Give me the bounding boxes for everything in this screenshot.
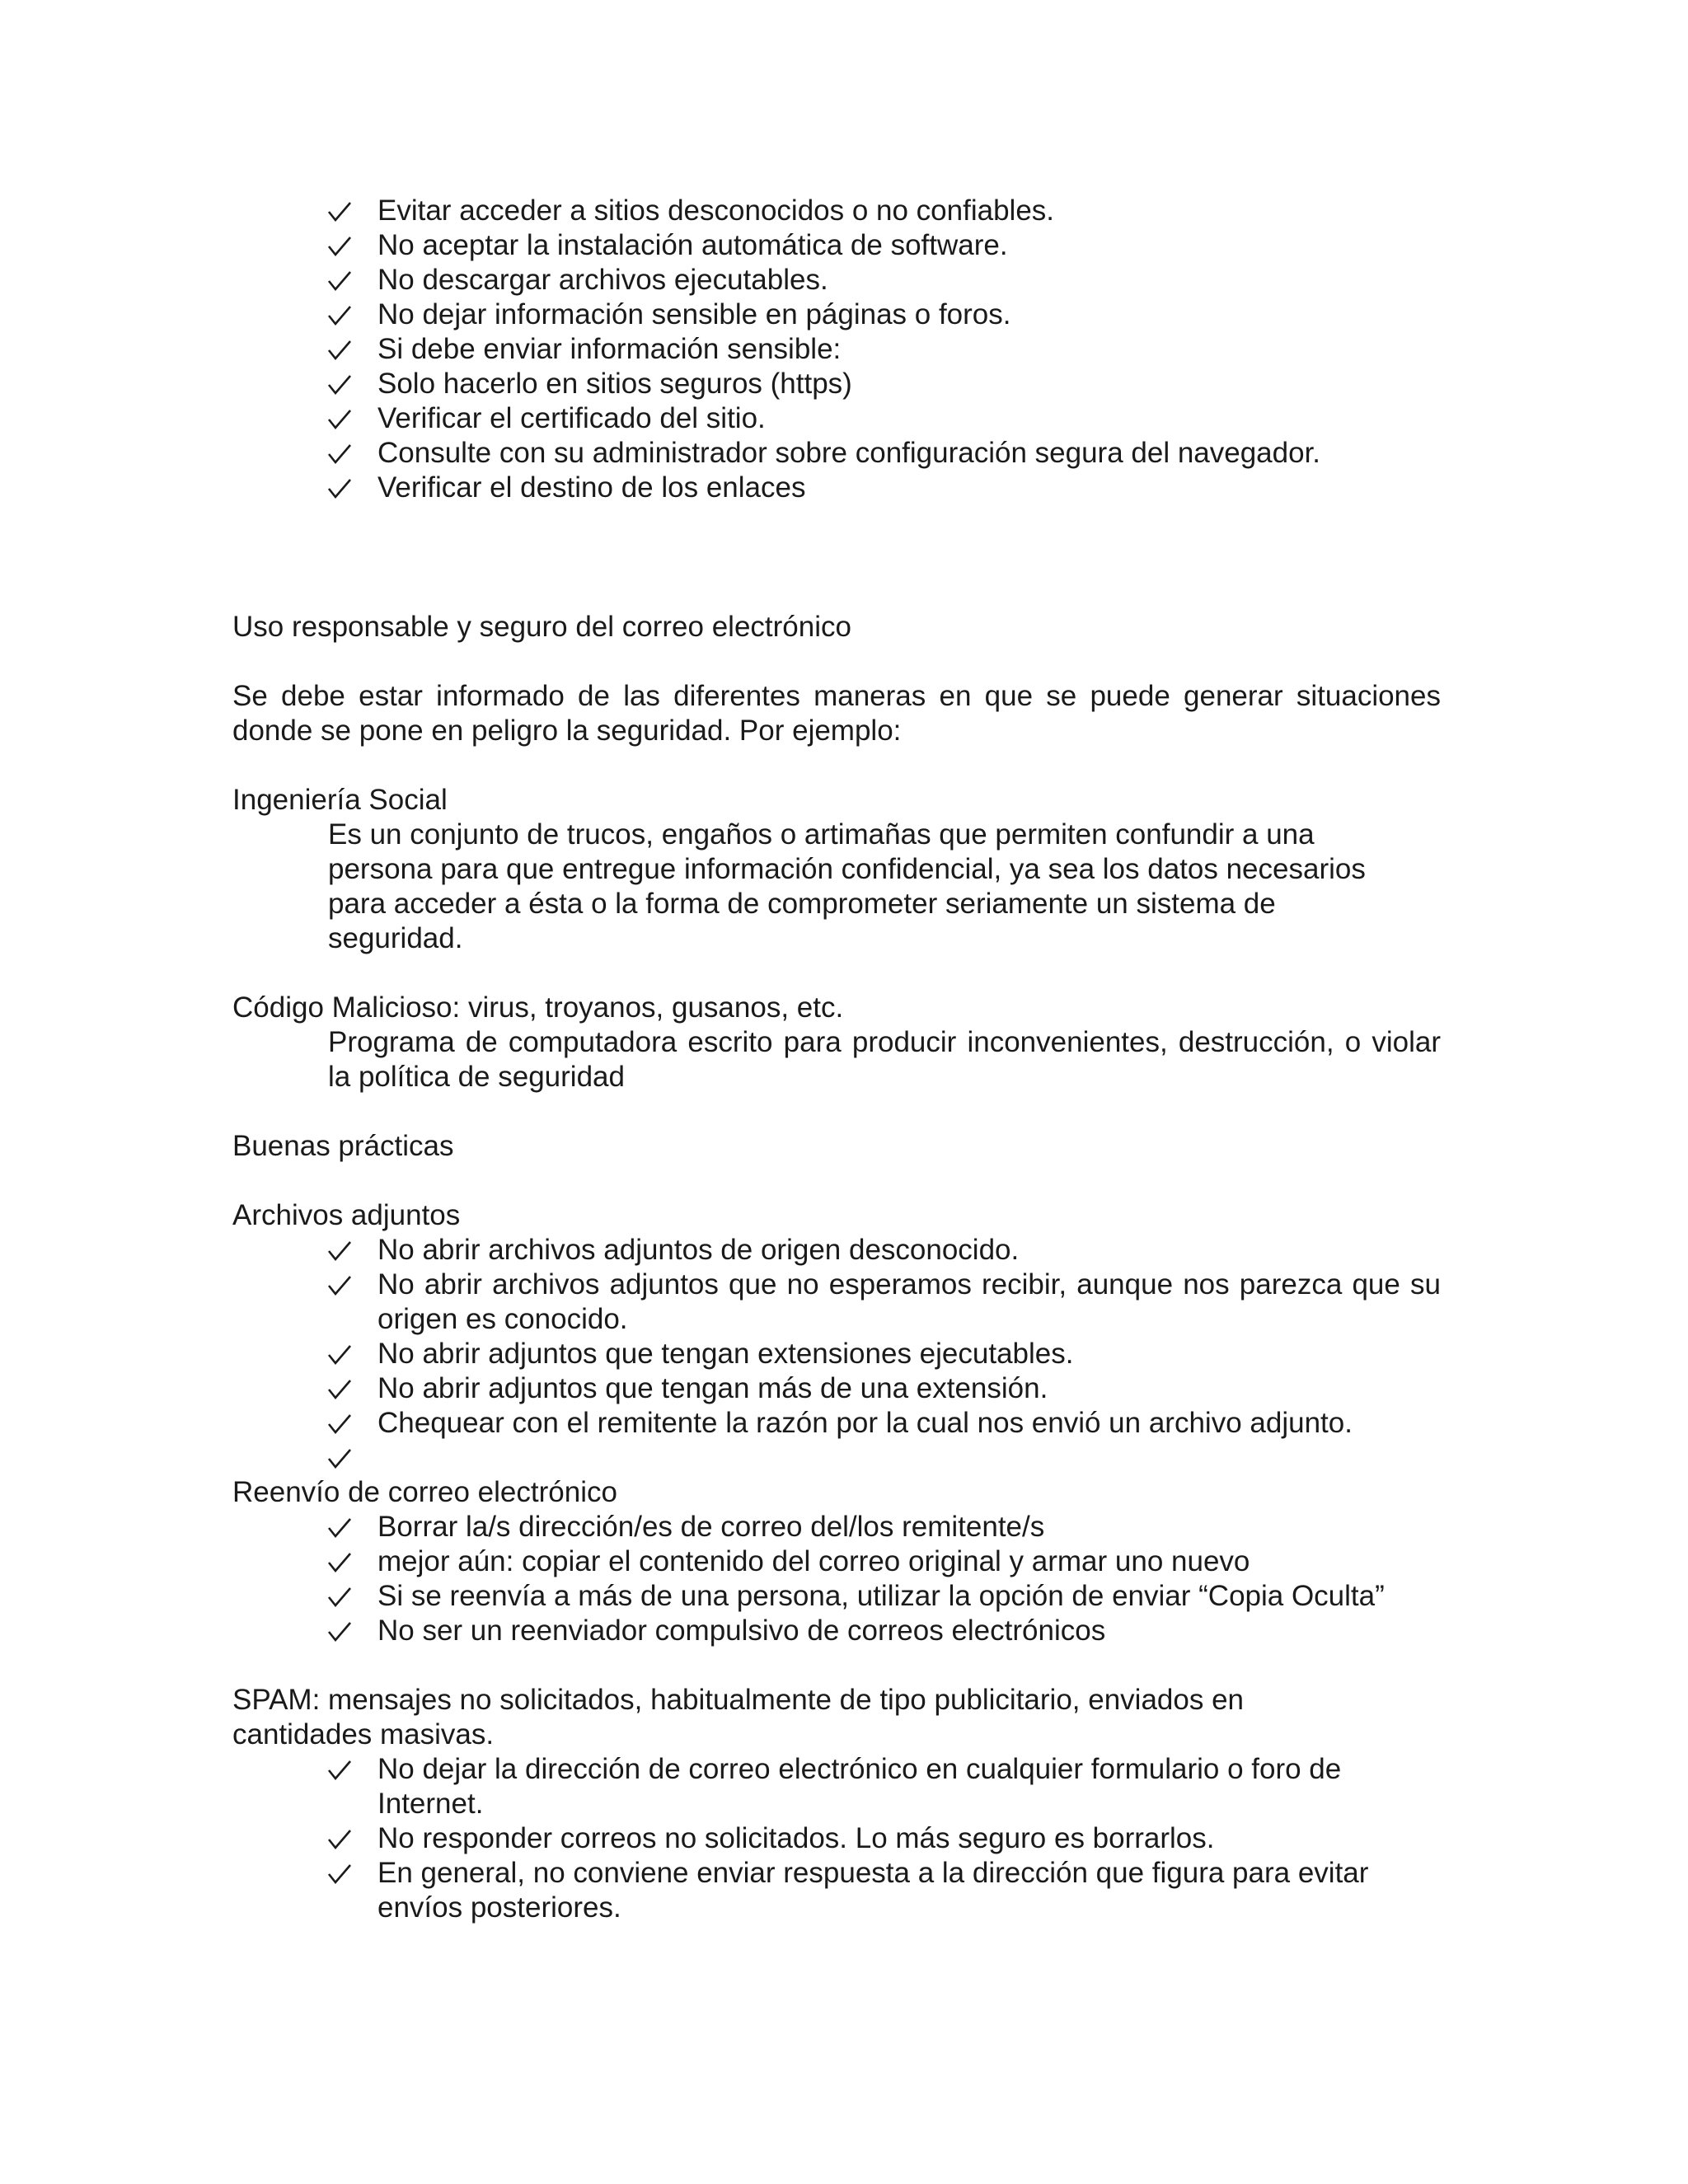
list-item — [0, 298, 1441, 332]
list-item — [0, 1856, 1416, 1925]
spam-checklist — [0, 1752, 1688, 1925]
list-item-text: Si debe enviar información sensible: — [377, 333, 842, 365]
list-item-text: No abrir archivos adjuntos que no esperamos recibir, aunque nos parezca que su origen es conocido. — [377, 1268, 1441, 1335]
forwarding-checklist — [0, 1510, 1688, 1648]
email-intro-block — [0, 679, 1688, 748]
list-item — [0, 1441, 1441, 1475]
browsing-checklist — [0, 194, 1688, 505]
checkmark-icon — [327, 1268, 360, 1296]
checkmark-icon — [327, 1614, 360, 1643]
good-practices-title: Buenas prácticas — [232, 1130, 454, 1162]
social-engineering-block — [0, 783, 1688, 956]
list-item — [0, 1337, 1441, 1371]
checkmark-icon — [327, 1510, 360, 1539]
list-item — [0, 1371, 1441, 1406]
checkmark-icon — [327, 436, 360, 465]
attachments-title: Archivos adjuntos — [232, 1199, 461, 1231]
list-item-text: Consulte con su administrador sobre configuración segura del navegador. — [377, 437, 1321, 469]
list-item-text: En general, no conviene enviar respuesta a la dirección que figura para evitar envíos posteriores. — [377, 1857, 1369, 1924]
checkmark-icon — [327, 471, 360, 499]
checkmark-icon — [327, 1406, 360, 1435]
checkmark-icon — [327, 1371, 360, 1400]
list-item-text: Chequear con el remitente la razón por la cual nos envió un archivo adjunto. — [377, 1407, 1353, 1439]
list-item-text: No ser un reenviador compulsivo de correos electrónicos — [377, 1615, 1106, 1647]
list-item — [0, 1821, 1441, 1856]
list-item — [0, 332, 1441, 367]
list-item — [0, 1510, 1441, 1544]
list-item — [0, 367, 1441, 401]
checkmark-icon — [327, 1337, 360, 1366]
spam-title: SPAM: mensajes no solicitados, habitualmente de tipo publicitario, enviados en cantidades masivas. — [232, 1684, 1244, 1750]
checkmark-icon — [327, 194, 360, 223]
good-practices-block — [0, 1129, 1688, 1164]
list-item-text: No descargar archivos ejecutables. — [377, 264, 828, 296]
email-section — [0, 610, 1688, 644]
checkmark-icon — [327, 401, 360, 430]
list-item-text: No aceptar la instalación automática de software. — [377, 229, 1008, 261]
checkmark-icon — [327, 1856, 360, 1885]
list-item-text: Evitar acceder a sitios desconocidos o no confiables. — [377, 194, 1055, 227]
list-item — [0, 1579, 1441, 1614]
checkmark-icon — [327, 1441, 360, 1469]
checkmark-icon — [327, 367, 360, 396]
email-section-title: Uso responsable y seguro del correo electrónico — [232, 611, 851, 643]
list-item — [0, 228, 1441, 263]
checkmark-icon — [327, 228, 360, 257]
checkmark-icon — [327, 1233, 360, 1262]
list-item-text: Borrar la/s dirección/es de correo del/los remitente/s — [377, 1511, 1045, 1543]
list-item — [0, 1544, 1441, 1579]
spam-block — [0, 1683, 1688, 1925]
list-item — [0, 1752, 1408, 1821]
malicious-code-text: Programa de computadora escrito para producir inconvenientes, destrucción, o violar la política de seguridad — [328, 1026, 1441, 1093]
social-engineering-text: Es un conjunto de trucos, engaños o artimañas que permiten confundir a una persona para que entregue información confidencial, ya sea los datos necesarios para acceder a ésta o la forma de comprometer seriamente un sistema de seguridad. — [328, 818, 1366, 954]
list-item — [0, 471, 1441, 505]
email-intro-text: Se debe estar informado de las diferentes maneras en que se puede generar situaciones donde se pone en peligro la seguridad. Por ejemplo: — [232, 680, 1441, 747]
list-item — [0, 263, 1441, 298]
social-engineering-title: Ingeniería Social — [232, 784, 448, 816]
forwarding-title: Reenvío de correo electrónico — [232, 1476, 617, 1508]
list-item — [0, 194, 1441, 228]
attachments-block — [0, 1198, 1688, 1475]
list-item-text: Si se reenvía a más de una persona, utilizar la opción de enviar “Copia Oculta” — [377, 1580, 1385, 1612]
list-item — [0, 1233, 1441, 1268]
list-item — [0, 1406, 1441, 1441]
list-item — [0, 401, 1441, 436]
list-item-text: Solo hacerlo en sitios seguros (https) — [377, 368, 852, 400]
list-item-text: No dejar la dirección de correo electrónico en cualquier formulario o foro de Internet. — [377, 1753, 1342, 1820]
list-item — [0, 436, 1441, 471]
malicious-code-block — [0, 991, 1688, 1094]
list-item — [0, 1268, 1441, 1337]
checkmark-icon — [327, 298, 360, 326]
attachments-checklist — [0, 1233, 1688, 1475]
list-item-text: No abrir adjuntos que tengan más de una extensión. — [377, 1372, 1048, 1404]
list-item-text: Verificar el certificado del sitio. — [377, 402, 766, 434]
checkmark-icon — [327, 1752, 360, 1781]
malicious-code-title: Código Malicioso: virus, troyanos, gusanos, etc. — [232, 991, 844, 1024]
checkmark-icon — [327, 332, 360, 361]
list-item-text: No abrir archivos adjuntos de origen desconocido. — [377, 1234, 1020, 1266]
forwarding-block — [0, 1475, 1688, 1648]
browsing-checklist-block — [0, 194, 1688, 505]
list-item-text: No abrir adjuntos que tengan extensiones ejecutables. — [377, 1338, 1074, 1370]
list-item-text: No responder correos no solicitados. Lo más seguro es borrarlos. — [377, 1822, 1215, 1854]
list-item-text: mejor aún: copiar el contenido del correo original y armar uno nuevo — [377, 1545, 1250, 1577]
list-item-text: Verificar el destino de los enlaces — [377, 471, 806, 504]
checkmark-icon — [327, 1579, 360, 1608]
list-item-text: No dejar información sensible en páginas o foros. — [377, 298, 1011, 330]
list-item — [0, 1614, 1441, 1648]
checkmark-icon — [327, 1821, 360, 1850]
checkmark-icon — [327, 1544, 360, 1573]
checkmark-icon — [327, 263, 360, 292]
